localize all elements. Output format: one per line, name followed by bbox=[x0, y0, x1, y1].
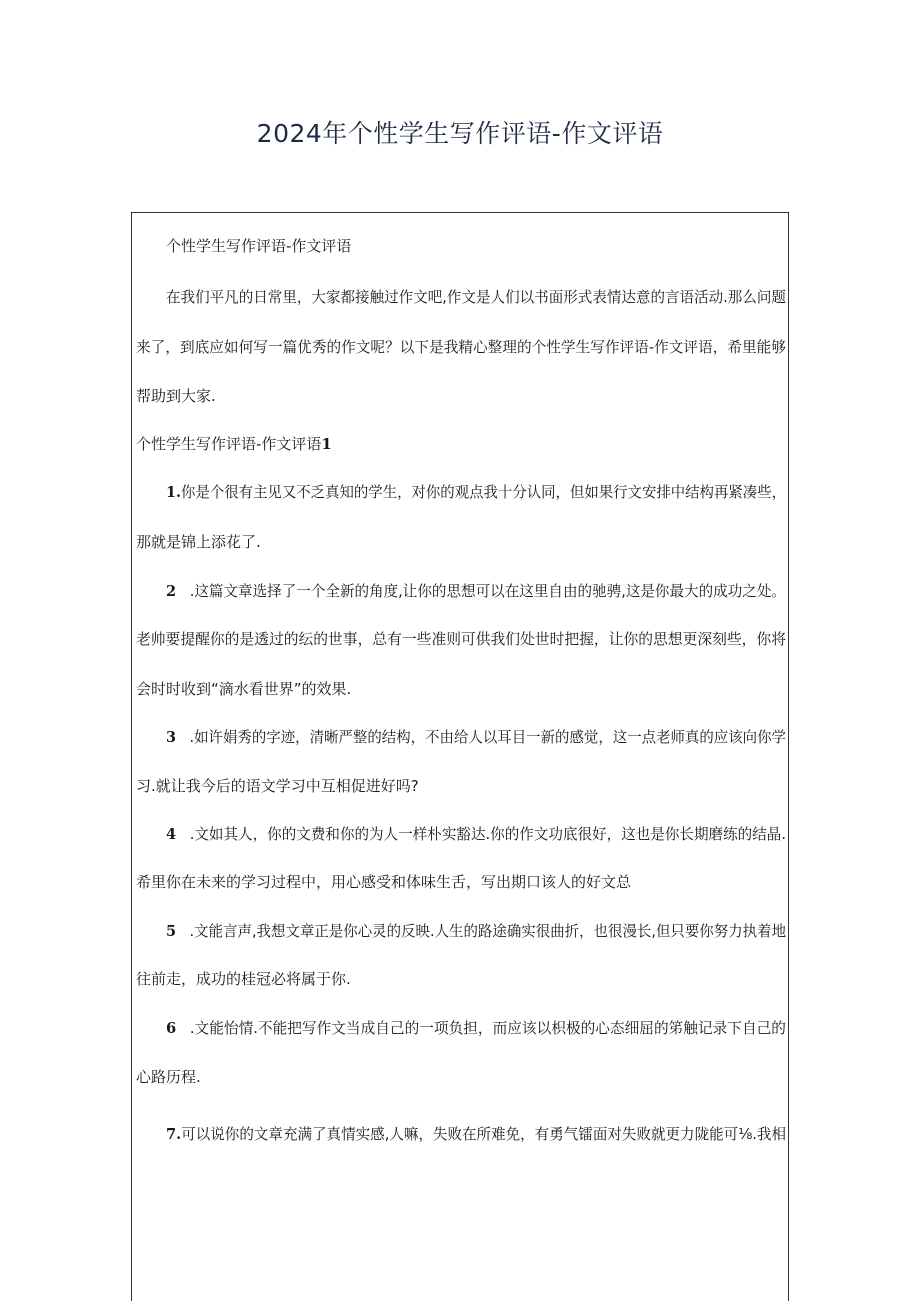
item-continuation: 往前走，成功的桂冠必将属于你. bbox=[136, 970, 351, 988]
item-continuation: 习.就让我今后的语文学习中互相促进好吗? bbox=[136, 777, 419, 795]
item-text: .文如其人，你的文费和你的为人一样朴实豁达.你的作文功底很好，这也是你长期磨练的结晶. bbox=[189, 825, 786, 843]
item-text: .文能言声,我想文章正是你心灵的反映.人生的路途确实很曲折，也很漫长,但只要你努力执着地 bbox=[189, 922, 787, 940]
item-text: .文能怡情.不能把写作文当成自己的一项负担，而应该以枳极的心态细屈的笫触记录下自己的 bbox=[189, 1019, 786, 1037]
list-item bbox=[166, 921, 786, 941]
item-text: .这篇文章选择了一个全新的角度,让你的思想可以在这里自由的驰骋,这是你最大的成功之处。 bbox=[189, 582, 786, 600]
intro-line: 来了，到底应如何写一篇优秀的作文呢？以下是我精心整理的个性学生写作评语-作文评语，希里能够 bbox=[136, 338, 786, 356]
section-heading-number: 1 bbox=[321, 435, 332, 453]
item-text: 可以说你的文章充满了真情实感,人嘛，失败在所难免，有勇气镭面对失败就更力陇能可⅛.我相 bbox=[181, 1125, 786, 1143]
section-heading bbox=[136, 434, 332, 454]
item-number: 6 bbox=[166, 1019, 177, 1037]
list-item bbox=[166, 1124, 786, 1144]
item-number: 1. bbox=[166, 483, 182, 501]
list-item bbox=[166, 581, 786, 601]
item-number: 2 bbox=[166, 582, 177, 600]
section-heading-text: 个性学生写作评语-作文评语 bbox=[136, 435, 322, 453]
item-continuation: 会时时收到“滴水看世界”的效果. bbox=[136, 680, 352, 698]
page-title: 2024年个性学生写作评语-作文评语 bbox=[256, 119, 664, 148]
list-item bbox=[166, 824, 786, 844]
item-number: 5 bbox=[166, 922, 177, 940]
list-item bbox=[166, 1018, 786, 1038]
intro-heading: 个性学生写作评语-作文评语 bbox=[166, 237, 352, 255]
item-number: 3 bbox=[166, 728, 177, 746]
item-text: 你是个很有主见又不乏真知的学生，对你的观点我十分认同，但如果行文安排中结构再紧凑些， bbox=[181, 483, 786, 501]
item-number: 4 bbox=[166, 825, 177, 843]
intro-line: 帮助到大家. bbox=[136, 387, 216, 405]
item-text: .如许娟秀的字迹，清晰严整的结构，不由给人以耳目一新的感觉，这一点老师真的应该向你学 bbox=[189, 728, 786, 746]
list-item bbox=[166, 482, 786, 502]
item-number: 7. bbox=[166, 1125, 182, 1143]
item-continuation: 老帅要提醒你的是透过的纭的世事，总有一些准则可供我们处世时把握，让你的思想更深刻些，你将 bbox=[136, 630, 786, 648]
item-continuation: 心路历程. bbox=[136, 1068, 201, 1086]
list-item bbox=[166, 727, 786, 747]
item-continuation: 那就是锦上添花了. bbox=[136, 533, 261, 551]
intro-line: 在我们平凡的日常里，大家都接触过作文吧,作文是人们以书面形式表情达意的言语活动.那么问题 bbox=[166, 288, 786, 306]
item-continuation: 希里你在未来的学习过程中，用心感受和体味生舌，写出期口该人的好文总 bbox=[136, 873, 632, 891]
